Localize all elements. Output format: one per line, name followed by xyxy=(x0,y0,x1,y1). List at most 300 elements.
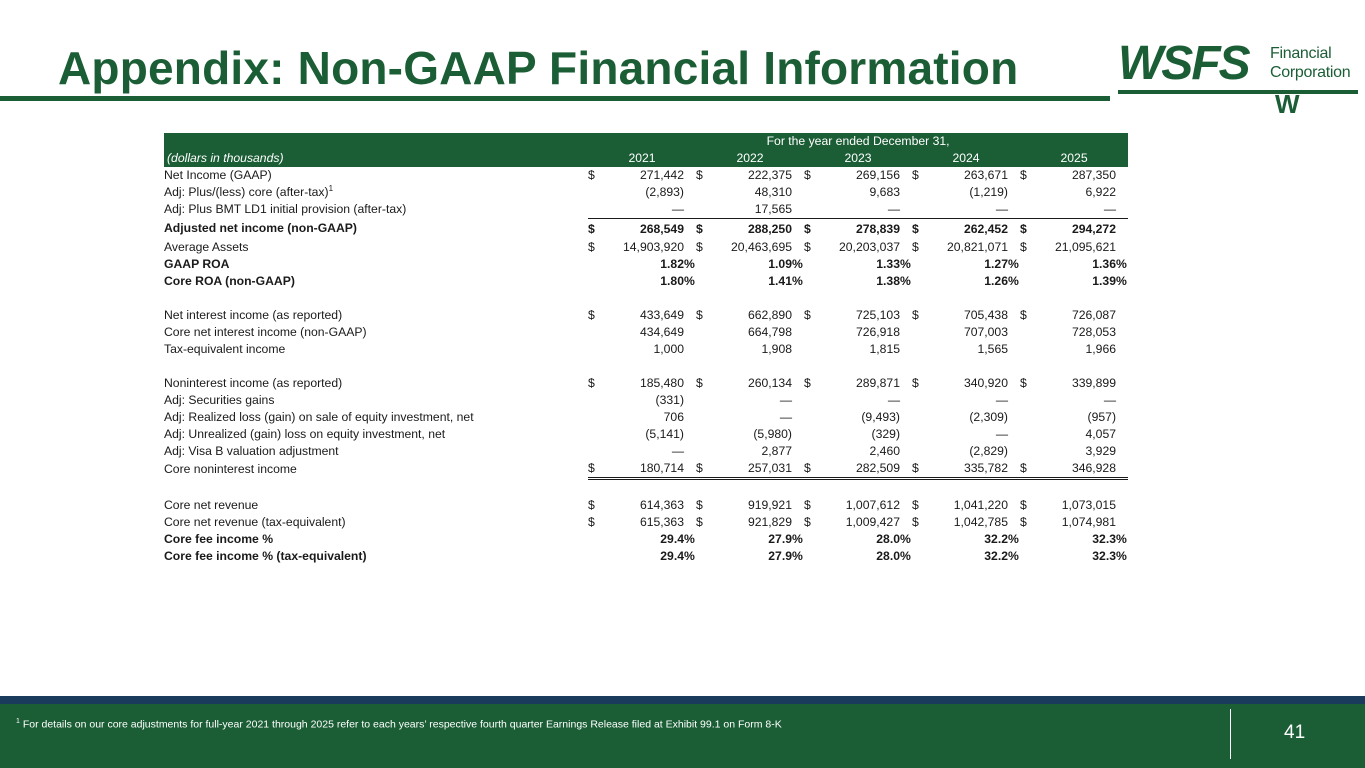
value-suffix xyxy=(900,239,912,256)
currency-symbol: $ xyxy=(1020,219,1036,240)
value-suffix xyxy=(792,184,804,201)
value-cell: 1,042,785 xyxy=(953,515,1008,529)
value-suffix: % xyxy=(792,532,803,546)
value-cell: 1,908 xyxy=(761,342,792,356)
value-cell: 705,438 xyxy=(963,308,1008,322)
currency-symbol xyxy=(696,392,712,409)
logo-subtitle xyxy=(1270,44,1350,82)
value-suffix: % xyxy=(792,274,803,288)
currency-symbol: $ xyxy=(1020,498,1027,512)
table-row xyxy=(164,548,1128,565)
currency-symbol xyxy=(588,409,604,426)
value-suffix xyxy=(792,392,804,409)
currency-symbol xyxy=(912,531,928,548)
currency-symbol xyxy=(1020,548,1036,565)
value-cell: 222,375 xyxy=(747,168,792,182)
row-label xyxy=(164,443,588,460)
currency-symbol xyxy=(1020,443,1036,460)
footnote-text: For details on our core adjustments for full-year 2021 through 2025 refer to each years’ respective fourth quarter Earnings Release filed at Exhibit 99.1 on Form 8-K xyxy=(22,718,782,731)
currency-symbol xyxy=(912,392,928,409)
value-suffix xyxy=(900,307,912,324)
row-label xyxy=(164,273,588,290)
currency-symbol xyxy=(804,443,820,460)
value-suffix xyxy=(1116,392,1128,409)
value-cell: 1.09 xyxy=(768,257,792,271)
value-cell: — xyxy=(671,444,684,458)
value-cell: 1,009,427 xyxy=(845,515,900,529)
table-row xyxy=(164,167,1128,184)
table-row xyxy=(164,201,1128,219)
value-cell: 346,928 xyxy=(1036,460,1116,479)
table-row xyxy=(164,531,1128,548)
value-cell: (331) xyxy=(655,393,684,407)
table-row xyxy=(164,426,1128,443)
spacer-row xyxy=(164,358,1128,375)
currency-symbol: $ xyxy=(804,308,811,322)
value-suffix xyxy=(900,497,912,514)
currency-symbol xyxy=(912,256,928,273)
row-label-text: Core net interest income (non-GAAP) xyxy=(164,325,367,339)
value-cell: 1,074,981 xyxy=(1061,515,1116,529)
value-suffix: % xyxy=(684,257,695,271)
row-label xyxy=(164,201,588,219)
table-header-period-row xyxy=(164,133,1128,150)
value-cell: 17,565 xyxy=(754,202,792,216)
value-suffix xyxy=(684,443,696,460)
value-cell: 434,649 xyxy=(639,325,684,339)
value-cell: — xyxy=(671,202,684,216)
currency-symbol xyxy=(588,273,604,290)
value-cell: 32.3 xyxy=(1092,549,1116,563)
value-suffix xyxy=(792,514,804,531)
value-suffix xyxy=(792,167,804,184)
logo-line-2: Corporation xyxy=(1270,64,1351,81)
units-label: (dollars in thousands) xyxy=(164,150,588,167)
value-suffix xyxy=(792,409,804,426)
value-suffix: % xyxy=(900,549,911,563)
value-cell: 615,363 xyxy=(639,515,684,529)
spacer-row xyxy=(164,290,1128,307)
row-label-text: Noninterest income (as reported) xyxy=(164,376,343,390)
value-suffix: % xyxy=(684,532,695,546)
currency-symbol xyxy=(696,409,712,426)
value-suffix xyxy=(1116,514,1128,531)
value-suffix xyxy=(684,460,696,479)
currency-symbol xyxy=(912,443,928,460)
value-suffix xyxy=(1008,324,1020,341)
logo-wordmark: WSFS xyxy=(1118,37,1249,90)
row-label xyxy=(164,219,588,240)
value-suffix xyxy=(684,201,696,219)
currency-symbol xyxy=(696,443,712,460)
value-cell: 28.0 xyxy=(876,532,900,546)
row-label-text: Average Assets xyxy=(164,240,249,254)
logo-rule xyxy=(1118,90,1358,94)
logo-line-1: Financial xyxy=(1270,45,1332,62)
value-suffix xyxy=(1116,239,1128,256)
value-suffix xyxy=(684,392,696,409)
currency-symbol: $ xyxy=(1020,376,1027,390)
spacer-row xyxy=(164,479,1128,498)
currency-symbol: $ xyxy=(1020,515,1027,529)
value-cell: 1,073,015 xyxy=(1061,498,1116,512)
value-suffix xyxy=(1008,497,1020,514)
currency-symbol xyxy=(696,273,712,290)
value-cell: (2,829) xyxy=(969,444,1008,458)
row-label-text: Adj: Realized loss (gain) on sale of equity investment, net xyxy=(164,410,474,424)
row-label xyxy=(164,548,588,565)
currency-symbol xyxy=(804,256,820,273)
value-cell: 29.4 xyxy=(660,532,684,546)
value-cell: 339,899 xyxy=(1071,376,1116,390)
value-cell: 1,000 xyxy=(653,342,684,356)
currency-symbol xyxy=(1020,201,1036,219)
value-suffix xyxy=(900,324,912,341)
row-label xyxy=(164,460,588,479)
currency-symbol: $ xyxy=(696,240,703,254)
currency-symbol xyxy=(912,273,928,290)
value-cell: 28.0 xyxy=(876,549,900,563)
currency-symbol xyxy=(912,324,928,341)
currency-symbol: $ xyxy=(588,376,595,390)
value-cell: 185,480 xyxy=(639,376,684,390)
value-cell: 260,134 xyxy=(747,376,792,390)
currency-symbol xyxy=(696,201,712,219)
value-suffix xyxy=(1116,219,1128,240)
value-cell: 919,921 xyxy=(747,498,792,512)
value-suffix xyxy=(1116,201,1128,219)
value-cell: 707,003 xyxy=(963,325,1008,339)
currency-symbol xyxy=(1020,341,1036,358)
row-label-text: GAAP ROA xyxy=(164,257,230,271)
row-label-text: Net Income (GAAP) xyxy=(164,168,272,182)
value-suffix xyxy=(1008,392,1020,409)
value-suffix xyxy=(900,201,912,219)
value-suffix xyxy=(792,460,804,479)
value-cell: 340,920 xyxy=(963,376,1008,390)
value-cell: 257,031 xyxy=(712,460,792,479)
value-cell: (329) xyxy=(871,427,900,441)
row-label xyxy=(164,514,588,531)
footer-bar xyxy=(0,696,1365,768)
value-cell: 180,714 xyxy=(604,460,684,479)
value-suffix xyxy=(1116,426,1128,443)
value-cell: 32.2 xyxy=(984,532,1008,546)
value-cell: 268,549 xyxy=(604,219,684,240)
value-cell: 14,903,920 xyxy=(623,240,684,254)
currency-symbol xyxy=(912,426,928,443)
value-cell: 1.38 xyxy=(876,274,900,288)
value-suffix xyxy=(684,219,696,240)
value-suffix: % xyxy=(1008,257,1019,271)
value-cell: 271,442 xyxy=(639,168,684,182)
value-cell: — xyxy=(1103,202,1116,216)
currency-symbol: $ xyxy=(1020,240,1027,254)
table-row xyxy=(164,514,1128,531)
value-cell: 287,350 xyxy=(1071,168,1116,182)
value-suffix xyxy=(792,239,804,256)
value-suffix xyxy=(1116,184,1128,201)
value-cell: (5,141) xyxy=(645,427,684,441)
value-cell: 725,103 xyxy=(855,308,900,322)
value-suffix xyxy=(1008,184,1020,201)
row-label-text: Net interest income (as reported) xyxy=(164,308,343,322)
currency-symbol: $ xyxy=(804,240,811,254)
currency-symbol xyxy=(588,201,604,219)
row-label-text: Adj: Plus BMT LD1 initial provision (after-tax) xyxy=(164,202,407,217)
title-underline xyxy=(0,96,1110,101)
value-suffix xyxy=(684,375,696,392)
value-cell: 289,871 xyxy=(855,376,900,390)
row-label xyxy=(164,184,588,201)
footnote-marker: 1 xyxy=(16,718,20,725)
value-suffix xyxy=(900,375,912,392)
currency-symbol xyxy=(1020,256,1036,273)
value-cell: 288,250 xyxy=(712,219,792,240)
table-row xyxy=(164,324,1128,341)
table-header-year-row xyxy=(164,150,1128,167)
currency-symbol xyxy=(1020,392,1036,409)
currency-symbol: $ xyxy=(696,460,712,479)
value-cell: — xyxy=(995,427,1008,441)
currency-symbol xyxy=(804,409,820,426)
value-cell: — xyxy=(1103,393,1116,407)
row-label-text: Adjusted net income (non-GAAP) xyxy=(164,221,357,236)
value-cell: — xyxy=(995,393,1008,407)
value-suffix xyxy=(684,341,696,358)
value-suffix xyxy=(684,184,696,201)
currency-symbol xyxy=(1020,273,1036,290)
value-cell: 262,452 xyxy=(928,219,1008,240)
value-cell: — xyxy=(779,410,792,424)
value-cell: 1.36 xyxy=(1092,257,1116,271)
currency-symbol: $ xyxy=(696,219,712,240)
currency-symbol xyxy=(588,256,604,273)
currency-symbol: $ xyxy=(804,376,811,390)
value-suffix xyxy=(900,219,912,240)
value-cell: 263,671 xyxy=(963,168,1008,182)
table-row xyxy=(164,341,1128,358)
table-row xyxy=(164,460,1128,479)
value-suffix xyxy=(1116,443,1128,460)
value-cell: 4,057 xyxy=(1085,427,1116,441)
currency-symbol xyxy=(1020,426,1036,443)
value-suffix xyxy=(792,426,804,443)
value-cell: 1,966 xyxy=(1085,342,1116,356)
currency-symbol xyxy=(696,426,712,443)
row-label-text: Tax-equivalent income xyxy=(164,342,286,356)
currency-symbol: $ xyxy=(804,168,811,182)
currency-symbol: $ xyxy=(696,308,703,322)
page-number: 41 xyxy=(1284,722,1306,743)
row-label xyxy=(164,307,588,324)
value-suffix: % xyxy=(1116,257,1127,271)
currency-symbol: $ xyxy=(696,168,703,182)
value-cell: 1.27 xyxy=(984,257,1008,271)
value-cell: 664,798 xyxy=(747,325,792,339)
value-suffix xyxy=(792,375,804,392)
row-label-text: Adj: Plus/(less) core (after-tax) xyxy=(164,185,329,199)
row-label xyxy=(164,375,588,392)
currency-symbol xyxy=(588,341,604,358)
value-cell: 32.2 xyxy=(984,549,1008,563)
currency-symbol: $ xyxy=(912,308,919,322)
value-cell: 1,007,612 xyxy=(845,498,900,512)
value-cell: 335,782 xyxy=(928,460,1008,479)
table-row xyxy=(164,497,1128,514)
value-cell: (5,980) xyxy=(753,427,792,441)
value-suffix xyxy=(900,409,912,426)
value-suffix: % xyxy=(684,549,695,563)
row-label xyxy=(164,426,588,443)
value-cell: 662,890 xyxy=(747,308,792,322)
currency-symbol xyxy=(1020,184,1036,201)
value-suffix xyxy=(1008,201,1020,219)
value-suffix xyxy=(1116,167,1128,184)
currency-symbol xyxy=(804,392,820,409)
value-suffix xyxy=(792,307,804,324)
value-suffix: % xyxy=(900,532,911,546)
value-suffix xyxy=(792,324,804,341)
value-suffix xyxy=(900,392,912,409)
currency-symbol xyxy=(912,409,928,426)
row-label-text: Adj: Unrealized (gain) loss on equity investment, net xyxy=(164,427,446,441)
value-suffix xyxy=(1008,460,1020,479)
value-suffix xyxy=(900,514,912,531)
currency-symbol: $ xyxy=(588,219,604,240)
value-suffix xyxy=(792,443,804,460)
value-suffix xyxy=(1008,443,1020,460)
value-suffix: % xyxy=(792,549,803,563)
currency-symbol xyxy=(804,184,820,201)
currency-symbol xyxy=(912,201,928,219)
table-row xyxy=(164,375,1128,392)
value-suffix: % xyxy=(1116,532,1127,546)
value-suffix xyxy=(1116,409,1128,426)
value-cell: 726,918 xyxy=(855,325,900,339)
value-suffix xyxy=(792,219,804,240)
value-cell: 614,363 xyxy=(639,498,684,512)
currency-symbol xyxy=(588,324,604,341)
value-cell: 706 xyxy=(663,410,684,424)
value-suffix xyxy=(1008,239,1020,256)
row-label xyxy=(164,497,588,514)
year-header: 2024 xyxy=(912,150,1020,167)
table-row xyxy=(164,409,1128,426)
row-label xyxy=(164,239,588,256)
value-suffix xyxy=(684,497,696,514)
footnote-reference: 1 xyxy=(328,184,334,193)
currency-symbol: $ xyxy=(912,460,928,479)
value-suffix xyxy=(684,426,696,443)
row-label-text: Adj: Visa B valuation adjustment xyxy=(164,444,339,458)
value-cell: 294,272 xyxy=(1036,219,1116,240)
value-cell: (1,219) xyxy=(969,185,1008,199)
footer-stripe xyxy=(0,696,1365,704)
value-suffix xyxy=(900,184,912,201)
currency-symbol: $ xyxy=(804,219,820,240)
value-cell: 1.39 xyxy=(1092,274,1116,288)
currency-symbol: $ xyxy=(804,498,811,512)
value-suffix xyxy=(684,167,696,184)
value-suffix: % xyxy=(684,274,695,288)
currency-symbol xyxy=(696,256,712,273)
value-cell: 1,041,220 xyxy=(953,498,1008,512)
row-label xyxy=(164,409,588,426)
value-suffix xyxy=(684,307,696,324)
row-label xyxy=(164,531,588,548)
value-suffix: % xyxy=(1008,532,1019,546)
currency-symbol xyxy=(696,531,712,548)
value-suffix xyxy=(900,426,912,443)
value-suffix: % xyxy=(1116,549,1127,563)
value-cell: (9,493) xyxy=(861,410,900,424)
table-row xyxy=(164,219,1128,240)
value-cell: (957) xyxy=(1087,410,1116,424)
value-suffix xyxy=(792,201,804,219)
currency-symbol: $ xyxy=(1020,460,1036,479)
currency-symbol: $ xyxy=(696,376,703,390)
value-cell: 269,156 xyxy=(855,168,900,182)
currency-symbol xyxy=(696,548,712,565)
value-suffix xyxy=(1116,497,1128,514)
row-label-text: Core ROA (non-GAAP) xyxy=(164,274,295,288)
value-cell: 433,649 xyxy=(639,308,684,322)
currency-symbol: $ xyxy=(912,168,919,182)
non-gaap-table xyxy=(164,133,1128,565)
year-header: 2021 xyxy=(588,150,696,167)
footer-divider xyxy=(1230,709,1231,759)
value-suffix xyxy=(684,324,696,341)
currency-symbol: $ xyxy=(588,168,595,182)
currency-symbol xyxy=(696,184,712,201)
currency-symbol xyxy=(804,426,820,443)
table-row xyxy=(164,443,1128,460)
value-suffix xyxy=(1008,167,1020,184)
logo-w-mark: W xyxy=(1275,89,1300,119)
currency-symbol: $ xyxy=(912,376,919,390)
currency-symbol: $ xyxy=(912,240,919,254)
currency-symbol: $ xyxy=(588,498,595,512)
currency-symbol xyxy=(804,324,820,341)
value-suffix xyxy=(1116,460,1128,479)
value-suffix xyxy=(900,167,912,184)
value-suffix xyxy=(684,239,696,256)
currency-symbol xyxy=(804,531,820,548)
row-label-text: Adj: Securities gains xyxy=(164,393,275,407)
value-cell: 1.80 xyxy=(660,274,684,288)
currency-symbol xyxy=(696,341,712,358)
currency-symbol xyxy=(804,548,820,565)
value-cell: 9,683 xyxy=(869,185,900,199)
value-cell: 921,829 xyxy=(747,515,792,529)
value-cell: 1,565 xyxy=(977,342,1008,356)
value-cell: 1.26 xyxy=(984,274,1008,288)
currency-symbol: $ xyxy=(588,240,595,254)
row-label xyxy=(164,167,588,184)
currency-symbol xyxy=(588,443,604,460)
value-cell: — xyxy=(779,393,792,407)
currency-symbol: $ xyxy=(696,498,703,512)
value-suffix xyxy=(1008,426,1020,443)
table-row xyxy=(164,273,1128,290)
value-suffix: % xyxy=(1116,274,1127,288)
table-body xyxy=(164,167,1128,565)
currency-symbol xyxy=(588,531,604,548)
value-cell: 29.4 xyxy=(660,549,684,563)
value-suffix xyxy=(900,460,912,479)
currency-symbol: $ xyxy=(696,515,703,529)
